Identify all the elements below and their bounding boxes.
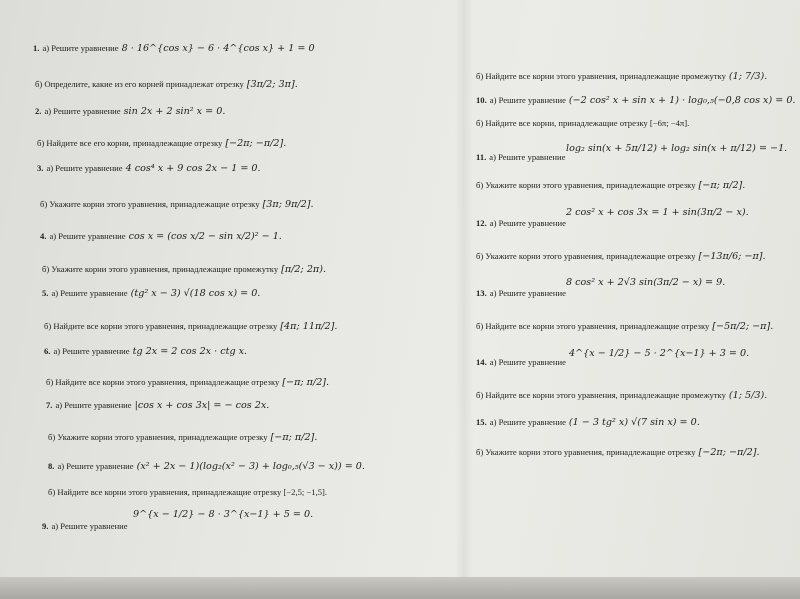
problem-4b (42, 265, 326, 275)
problem-math: sin 2x + 2 sin² x = 0. (123, 106, 226, 117)
problem-number: 8. (48, 461, 55, 471)
problem-text: а) Решите уравнение (489, 288, 566, 298)
problem-15b (476, 448, 760, 458)
problem-9-equation (130, 510, 313, 520)
problem-text: а) Решите уравнение (489, 218, 566, 228)
problem-13-equation (563, 278, 725, 288)
problem-math: 8 cos² x + 2√3 sin(3π/2 − x) = 9. (566, 277, 726, 288)
problem-text: б) Найдите все его корни, принадлежащие отрезку (37, 138, 223, 148)
problem-math: [π/2; 2π). (281, 264, 327, 275)
problem-math: (1; 7/3). (728, 71, 768, 82)
problem-number: 3. (37, 163, 44, 173)
problem-text: а) Решите уравнение (489, 417, 566, 427)
problem-9b (476, 72, 767, 82)
problem-math: 4 cos⁴ x + 9 cos 2x − 1 = 0. (125, 163, 261, 174)
problem-text: б) Укажите корни этого уравнения, принадлежащие промежутку (42, 264, 279, 274)
page-fold (455, 0, 473, 599)
problem-14-equation (566, 349, 749, 359)
problem-13a (476, 289, 566, 298)
problem-text: б) Найдите все корни, принадлежащие отрезку [−6π; −4π]. (476, 118, 690, 128)
problem-math: [−2π; −π/2]. (698, 447, 760, 458)
problem-math: [3π; 9π/2]. (262, 199, 314, 210)
problem-12-equation (563, 208, 749, 218)
problem-math: 2 cos² x + cos 3x = 1 + sin(3π/2 − x). (566, 207, 749, 218)
problem-2a (35, 107, 225, 117)
problem-math: [−π; π/2]. (282, 377, 330, 388)
problem-text: а) Решите уравнение (42, 43, 119, 53)
problem-number: 13. (476, 288, 487, 298)
problem-text: б) Определите, какие из его корней принадлежат отрезку (35, 79, 244, 89)
problem-math: [−2π; −π/2]. (225, 138, 287, 149)
problem-text: б) Укажите корни этого уравнения, принадлежащие отрезку (476, 180, 696, 190)
problem-7b (48, 433, 317, 443)
problem-text: а) Решите уравнение (49, 231, 126, 241)
problem-13b (476, 322, 773, 332)
problem-math: 8 · 16^{cos x} − 6 · 4^{cos x} + 1 = 0 (121, 43, 315, 54)
problem-10b (476, 119, 689, 128)
problem-text: б) Найдите все корни этого уравнения, принадлежащие промежутку (476, 390, 726, 400)
problem-5b (44, 322, 337, 332)
problem-number: 9. (42, 521, 49, 531)
problem-number: 14. (476, 357, 487, 367)
problem-math: [−5π/2; −π]. (712, 321, 774, 332)
problem-3a (37, 164, 261, 174)
problem-text: б) Найдите все корни этого уравнения, принадлежащие промежутку (476, 71, 726, 81)
problem-number: 15. (476, 417, 487, 427)
problem-text: а) Решите уравнение (489, 357, 566, 367)
problem-math: 4^{x − 1/2} − 5 · 2^{x−1} + 3 = 0. (569, 348, 750, 359)
problem-number: 11. (476, 152, 487, 162)
problem-math: [3π/2; 3π]. (246, 79, 298, 90)
problem-12b (476, 252, 766, 262)
problem-number: 2. (35, 106, 42, 116)
problem-text: б) Найдите все корни этого уравнения, принадлежащие отрезку [−2,5; −1,5]. (48, 487, 328, 497)
problem-text: а) Решите уравнение (46, 163, 123, 173)
problem-10a (476, 96, 796, 106)
problem-math: (tg² x − 3) √(18 cos x) = 0. (130, 288, 261, 299)
problem-math: tg 2x = 2 cos 2x · ctg x. (132, 346, 248, 357)
problem-8b (48, 488, 327, 497)
page-edge (0, 577, 800, 599)
problem-text: а) Решите уравнение (51, 521, 128, 531)
problem-14a (476, 358, 566, 367)
problem-text: а) Решите уравнение (53, 346, 130, 356)
problem-1b (35, 80, 298, 90)
problem-5a (42, 289, 260, 299)
problem-2b (37, 139, 286, 149)
problem-number: 7. (46, 400, 53, 410)
problem-text: а) Решите уравнение (44, 106, 121, 116)
problem-math: |cos x + cos 3x| = − cos 2x. (134, 400, 270, 411)
problem-text: а) Решите уравнение (489, 152, 566, 162)
problem-number: 12. (476, 218, 487, 228)
problem-number: 5. (42, 288, 49, 298)
problem-11-equation (563, 144, 787, 154)
problem-6a (44, 347, 247, 357)
problem-number: 6. (44, 346, 51, 356)
problem-text: б) Найдите все корни этого уравнения, принадлежащие отрезку (46, 377, 280, 387)
problem-text: б) Укажите корни этого уравнения, принадлежащие отрезку (476, 447, 696, 457)
problem-math: (−2 cos² x + sin x + 1) · log₀,₅(−0,8 cos x) = 0. (568, 95, 796, 106)
problem-math: (1; 5/3). (728, 390, 768, 401)
problem-7a (46, 401, 269, 411)
problem-number: 4. (40, 231, 47, 241)
problem-math: [−π; π/2]. (698, 180, 746, 191)
problem-text: б) Укажите корни этого уравнения, принадлежащие отрезку (40, 199, 260, 209)
problem-math: cos x = (cos x/2 − sin x/2)² − 1. (128, 231, 282, 242)
problem-11a (476, 153, 565, 162)
problem-4a (40, 232, 282, 242)
problem-text: а) Решите уравнение (489, 95, 566, 105)
problem-text: б) Укажите корни этого уравнения, принадлежащие отрезку (476, 251, 696, 261)
problem-math: 9^{x − 1/2} − 8 · 3^{x−1} + 5 = 0. (133, 509, 314, 520)
problem-text: б) Найдите все корни этого уравнения, принадлежащие отрезку (476, 321, 710, 331)
problem-text: б) Укажите корни этого уравнения, принадлежащие отрезку (48, 432, 268, 442)
problem-math: (x² + 2x − 1)(log₂(x² − 3) + log₀,₅(√3 − x)) = 0. (136, 461, 365, 472)
problem-1a (33, 44, 315, 54)
problem-math: (1 − 3 tg² x) √(7 sin x) = 0. (568, 417, 700, 428)
problem-8a (48, 462, 365, 472)
problem-15a (476, 418, 700, 428)
problem-text: а) Решите уравнение (57, 461, 134, 471)
problem-text: а) Решите уравнение (51, 288, 128, 298)
problem-number: 10. (476, 95, 487, 105)
problem-11b (476, 181, 745, 191)
problem-6b (46, 378, 329, 388)
problem-14b (476, 391, 767, 401)
problem-text: а) Решите уравнение (55, 400, 132, 410)
problem-math: [−13π/6; −π]. (698, 251, 766, 262)
problem-math: log₂ sin(x + 5π/12) + log₂ sin(x + π/12) = −1. (566, 143, 788, 154)
problem-12a (476, 219, 566, 228)
problem-3b (40, 200, 314, 210)
problem-math: [−π; π/2]. (270, 432, 318, 443)
problem-math: [4π; 11π/2]. (280, 321, 338, 332)
problem-text: б) Найдите все корни этого уравнения, принадлежащие отрезку (44, 321, 278, 331)
problem-number: 1. (33, 43, 40, 53)
problem-9a (42, 522, 128, 531)
